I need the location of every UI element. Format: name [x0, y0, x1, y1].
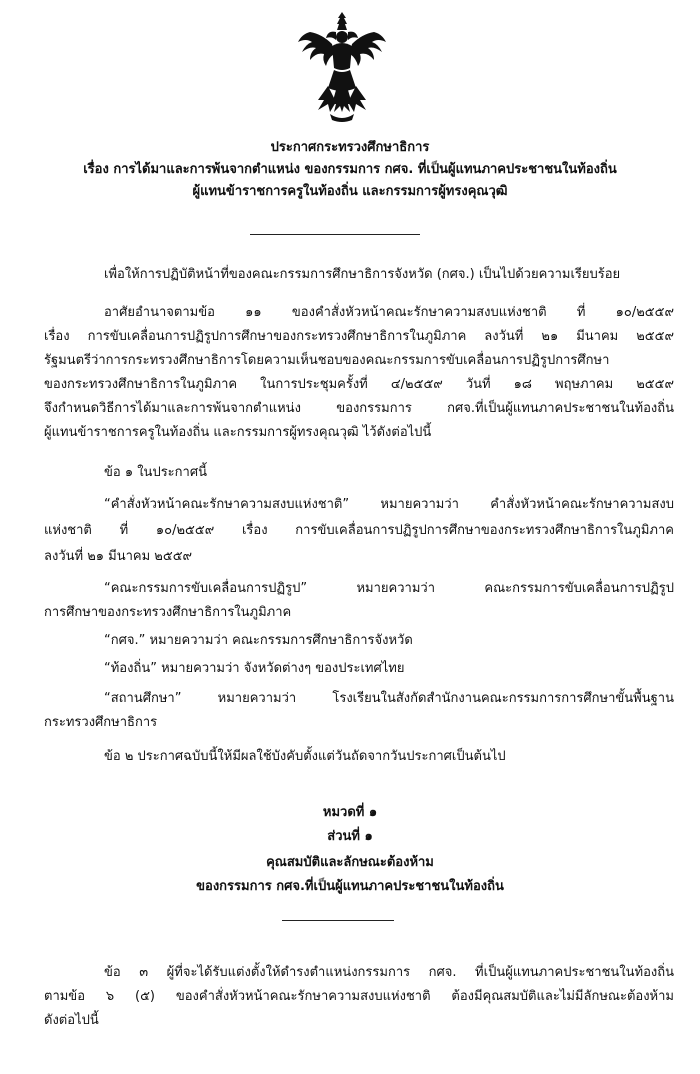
intro-p2-line-2: เรื่อง การขับเคลื่อนการปฏิรูปการศึกษาของกระทรวงศึกษาธิการในภูมิภาค ลงวันที่ ๒๑ มีนาคม ๒๕๕๙ [44, 329, 674, 344]
definition-5-line-1: “สถานศึกษา” หมายความว่า โรงเรียนในสังกัดสำนักงานคณะกรรมการการศึกษาขั้นพื้นฐาน [104, 691, 674, 706]
definition-1-line-1: “คำสั่งหัวหน้าคณะรักษาความสงบแห่งชาติ” หมายความว่า คำสั่งหัวหน้าคณะรักษาความสงบ [104, 497, 674, 512]
intro-p2-line-5: จึงกำหนดวิธีการได้มาและการพ้นจากตำแหน่ง ของกรรมการ กศจ.ที่เป็นผู้แทนภาคประชาชนในท้องถิ่น [44, 401, 674, 416]
definition-5-line-2: กระทรวงศึกษาธิการ [44, 715, 158, 730]
intro-p2-line-4: ของกระทรวงศึกษาธิการในภูมิภาค ในการประชุมครั้งที่ ๔/๒๕๕๙ วันที่ ๑๘ พฤษภาคม ๒๕๕๙ [44, 377, 674, 392]
announcement-title: ประกาศกระทรวงศึกษาธิการ [270, 140, 430, 155]
definition-2-line-2: การศึกษาของกระทรวงศึกษาธิการในภูมิภาค [44, 605, 292, 620]
definition-1-line-2: แห่งชาติ ที่ ๑๐/๒๕๕๙ เรื่อง การขับเคลื่อนการปฏิรูปการศึกษาของกระทรวงศึกษาธิการในภูมิภาค [44, 523, 674, 538]
definition-4: “ท้องถิ่น” หมายความว่า จังหวัดต่างๆ ของประเทศไทย [104, 661, 405, 676]
header-divider [250, 234, 420, 235]
clause-3-line-1: ข้อ ๓ ผู้ที่จะได้รับแต่งตั้งให้ดำรงตำแหน่งกรรมการ กศจ. ที่เป็นผู้แทนภาคประชาชนในท้องถิ่น [104, 965, 674, 980]
clause-1-heading: ข้อ ๑ ในประกาศนี้ [104, 465, 207, 480]
definition-3: “กศจ.” หมายความว่า คณะกรรมการศึกษาธิการจังหวัด [104, 633, 413, 648]
intro-p2-line-6: ผู้แทนข้าราชการครูในท้องถิ่น และกรรมการผู้ทรงคุณวุฒิ ไว้ดังต่อไปนี้ [44, 425, 432, 440]
part-heading: ส่วนที่ ๑ [327, 829, 373, 844]
intro-p2-line-1: อาศัยอำนาจตามข้อ ๑๑ ของคำสั่งหัวหน้าคณะรักษาความสงบแห่งชาติ ที่ ๑๐/๒๕๕๙ [104, 305, 674, 320]
announcement-subject: เรื่อง การได้มาและการพ้นจากตำแหน่ง ของกรรมการ กศจ. ที่เป็นผู้แทนภาคประชาชนในท้องถิ่น [83, 162, 617, 177]
clause-3-line-3: ดังต่อไปนี้ [44, 1013, 99, 1028]
garuda-emblem-icon [296, 10, 388, 124]
clause-3-line-2: ตามข้อ ๖ (๕) ของคำสั่งหัวหน้าคณะรักษาความสงบแห่งชาติ ต้องมีคุณสมบัติและไม่มีลักษณะต้องห้าม [44, 989, 674, 1004]
section-divider [282, 920, 394, 921]
definition-2-line-1: “คณะกรรมการขับเคลื่อนการปฏิรูป” หมายความว่า คณะกรรมการขับเคลื่อนการปฏิรูป [104, 581, 674, 596]
intro-p2-line-3: รัฐมนตรีว่าการกระทรวงศึกษาธิการโดยความเห็นชอบของคณะกรรมการขับเคลื่อนการปฏิรูปการศึกษา [44, 353, 610, 368]
section-title-1: คุณสมบัติและลักษณะต้องห้าม [266, 855, 434, 870]
chapter-heading: หมวดที่ ๑ [322, 805, 378, 820]
intro-paragraph-1: เพื่อให้การปฏิบัติหน้าที่ของคณะกรรมการศึกษาธิการจังหวัด (กศจ.) เป็นไปด้วยความเรียบร้อย [104, 267, 621, 282]
clause-2: ข้อ ๒ ประกาศฉบับนี้ให้มีผลใช้บังคับตั้งแต่วันถัดจากวันประกาศเป็นต้นไป [104, 749, 506, 764]
definition-1-line-3: ลงวันที่ ๒๑ มีนาคม ๒๕๕๙ [44, 549, 193, 564]
section-title-2: ของกรรมการ กศจ.ที่เป็นผู้แทนภาคประชาชนในท้องถิ่น [196, 879, 504, 894]
announcement-subject-cont: ผู้แทนข้าราชการครูในท้องถิ่น และกรรมการผู้ทรงคุณวุฒิ [192, 184, 508, 199]
